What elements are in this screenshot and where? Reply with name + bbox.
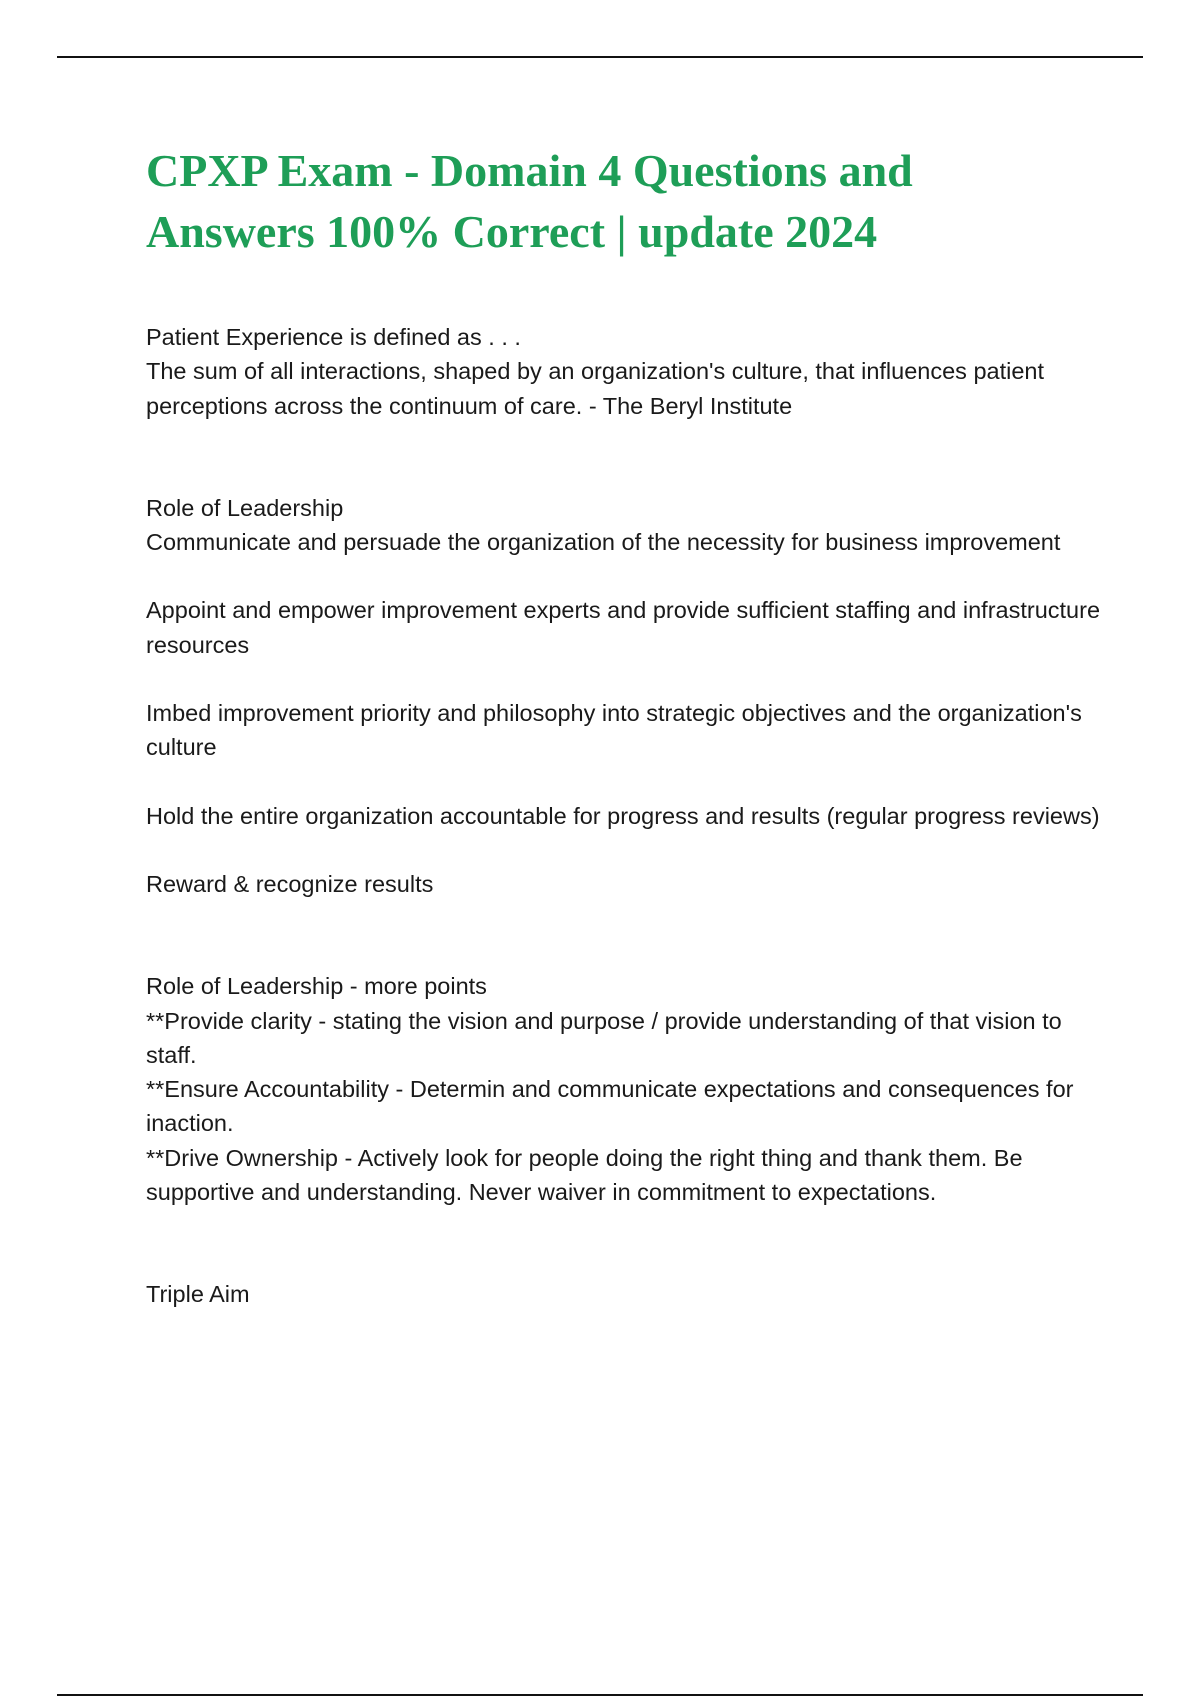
qa-entry-role-of-leadership-more xyxy=(146,969,1106,1209)
question: Role of Leadership xyxy=(146,494,344,521)
question: Patient Experience is defined as . . . xyxy=(146,324,521,350)
page-content xyxy=(146,140,1106,1312)
answer-paragraph: Communicate and persuade the organization of the necessity for business improvement xyxy=(146,529,1061,556)
answer-line: **Drive Ownership - Actively look for people doing the right thing and thank them. Be supportive and understanding. Never waiver in commitment to expectations. xyxy=(146,1144,1023,1206)
qa-entry-patient-experience xyxy=(146,320,1106,423)
qa-entry-role-of-leadership xyxy=(146,491,1106,901)
footer-rule xyxy=(57,1694,1143,1696)
document-title: CPXP Exam - Domain 4 Questions and Answers 100% Correct | update 2024 xyxy=(146,145,913,257)
question: Triple Aim xyxy=(146,1281,250,1308)
answer-paragraph: Appoint and empower improvement experts and provide sufficient staffing and infrastructure resources xyxy=(146,597,1101,658)
header-rule xyxy=(57,56,1143,58)
answer-line: **Ensure Accountability - Determin and communicate expectations and consequences for inaction. xyxy=(146,1076,1074,1137)
answer-paragraph: Reward & recognize results xyxy=(146,870,434,897)
answer: The sum of all interactions, shaped by an organization's culture, that influences patient perceptions across the continuum of care. - The Beryl Institute xyxy=(146,358,1045,419)
answer-paragraph: Hold the entire organization accountable for progress and results (regular progress reviews) xyxy=(146,802,1100,829)
question: Role of Leadership - more points xyxy=(146,973,487,1000)
answer-paragraph: Imbed improvement priority and philosophy into strategic objectives and the organization's culture xyxy=(146,700,1082,761)
qa-entry-triple-aim xyxy=(146,1277,1106,1311)
answer-line: **Provide clarity - stating the vision and purpose / provide understanding of that vision to staff. xyxy=(146,1007,1062,1068)
